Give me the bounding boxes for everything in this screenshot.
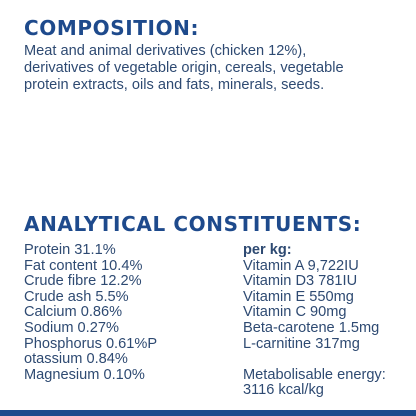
composition-line: protein extracts, oils and fats, minerals, seeds. (24, 77, 325, 93)
additive-l-carnitine: L-carnitine 317mg (243, 335, 360, 352)
analytical-constituents-heading: ANALYTICAL CONSTITUENTS: (24, 212, 362, 236)
constituent-crude-fibre: Crude fibre 12.2% (24, 273, 142, 290)
composition-text (24, 43, 404, 94)
additive-vitamin-d3: Vitamin D3 781IU (243, 273, 358, 290)
energy-value: 3116 kcal/kg (243, 382, 324, 399)
constituent-calcium: Calcium 0.86% (24, 304, 123, 321)
constituent-potassium: otassium 0.84% (24, 351, 128, 368)
constituents-list (24, 243, 157, 383)
composition-line: Meat and animal derivatives (chicken 12%), (24, 43, 307, 59)
constituent-phosphorus: Phosphorus 0.61%P (24, 335, 158, 352)
additive-vitamin-c: Vitamin C 90mg (243, 304, 347, 321)
constituent-fat: Fat content 10.4% (24, 257, 143, 274)
additive-beta-carotene: Beta-carotene 1.5mg (243, 319, 380, 336)
additive-vitamin-e: Vitamin E 550mg (243, 288, 354, 305)
additives-list (243, 243, 386, 399)
constituent-crude-ash: Crude ash 5.5% (24, 288, 129, 305)
per-kg-heading: per kg: (243, 242, 292, 258)
constituent-sodium: Sodium 0.27% (24, 319, 119, 336)
spacer (243, 352, 386, 368)
bottom-bar (0, 410, 416, 416)
energy-label: Metabolisable energy: (243, 366, 386, 383)
constituent-protein: Protein 31.1% (24, 242, 116, 258)
constituent-magnesium: Magnesium 0.10% (24, 366, 145, 383)
composition-heading: COMPOSITION: (24, 16, 200, 40)
additive-vitamin-a: Vitamin A 9,722IU (243, 257, 359, 274)
composition-line: derivatives of vegetable origin, cereals, vegetable (24, 60, 344, 76)
